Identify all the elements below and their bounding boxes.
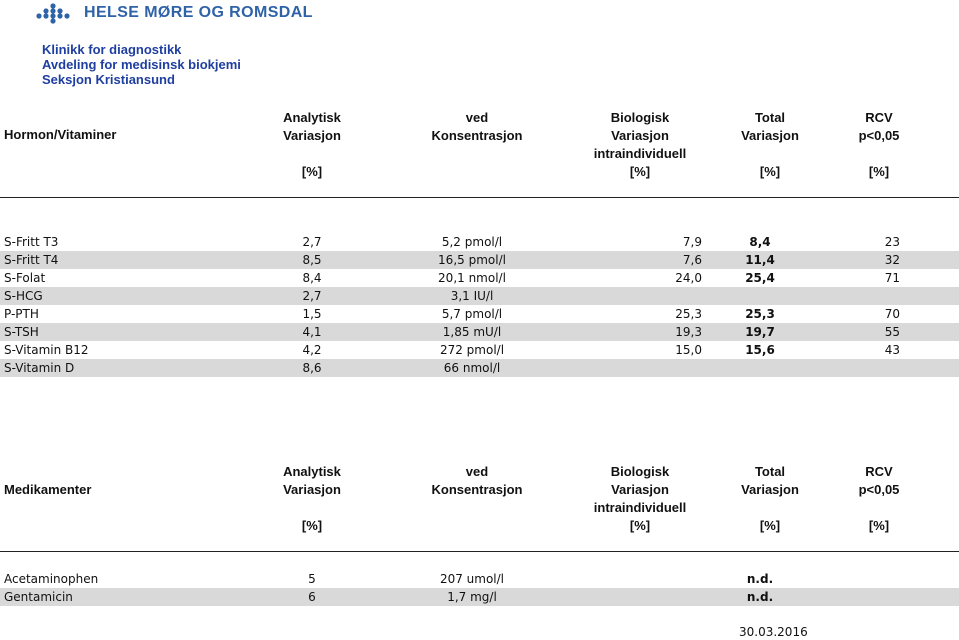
column-header-total: Total Variasjon [%] — [741, 110, 799, 179]
cell-analyte: P-PTH — [4, 307, 39, 321]
table-row — [0, 233, 959, 251]
column-header-biologisk: Biologisk Variasjon intraindividuell [%] — [593, 464, 687, 533]
cell-analyte: S-Vitamin B12 — [4, 343, 89, 357]
cell-konsentrasjon: 272 pmol/l — [439, 343, 505, 357]
column-header-total: Total Variasjon [%] — [741, 464, 799, 533]
cell-biologisk: 24,0 — [675, 271, 702, 285]
header-divider — [0, 197, 959, 198]
cell-analyte: S-Fritt T3 — [4, 235, 59, 249]
logo-text: HELSE MØRE OG ROMSDAL — [84, 4, 313, 21]
table-row — [0, 341, 959, 359]
table-row — [0, 251, 959, 269]
cell-analytisk: 2,7 — [302, 235, 322, 249]
cell-biologisk: 7,9 — [682, 235, 702, 249]
footer-date: 30.03.2016 — [739, 625, 808, 639]
cell-total: 19,7 — [745, 325, 775, 339]
cell-analytisk: 8,4 — [302, 271, 322, 285]
cell-konsentrasjon: 16,5 pmol/l — [438, 253, 506, 267]
cell-konsentrasjon: 207 umol/l — [439, 572, 505, 586]
logo — [36, 3, 313, 25]
cell-konsentrasjon: 1,85 mU/l — [442, 325, 502, 339]
cell-analyte: S-Fritt T4 — [4, 253, 59, 267]
cell-analytisk: 8,5 — [302, 253, 322, 267]
cell-analyte: S-HCG — [4, 289, 43, 303]
department-block — [42, 42, 241, 87]
cell-analytisk: 8,6 — [302, 361, 322, 375]
column-header-biologisk: Biologisk Variasjon intraindividuell [%] — [593, 110, 687, 179]
cell-total: 8,4 — [749, 235, 771, 249]
column-header-analytisk: Analytisk Variasjon [%] — [283, 110, 341, 179]
cell-rcv: 43 — [884, 343, 900, 357]
medical-cross-icon — [36, 3, 70, 25]
cell-biologisk: 7,6 — [682, 253, 702, 267]
cell-analytisk: 2,7 — [302, 289, 322, 303]
cell-total: 25,3 — [745, 307, 775, 321]
cell-konsentrasjon: 5,7 pmol/l — [441, 307, 503, 321]
cell-total: 25,4 — [745, 271, 775, 285]
column-header-analytisk: Analytisk Variasjon [%] — [283, 464, 341, 533]
cell-konsentrasjon: 5,2 pmol/l — [441, 235, 503, 249]
cell-analyte: Gentamicin — [4, 590, 73, 604]
cell-analytisk: 4,2 — [302, 343, 322, 357]
table-row — [0, 269, 959, 287]
cell-analyte: S-TSH — [4, 325, 39, 339]
cell-analytisk: 6 — [308, 590, 316, 604]
department-line: Avdeling for medisinsk biokjemi — [42, 57, 241, 72]
table-row — [0, 359, 959, 377]
cell-total: n.d. — [746, 572, 774, 586]
column-header-konsentrasjon: ved Konsentrasjon — [431, 464, 523, 497]
cell-total: n.d. — [746, 590, 774, 604]
cell-analyte: S-Vitamin D — [4, 361, 75, 375]
cell-rcv: 70 — [884, 307, 900, 321]
cell-biologisk: 25,3 — [675, 307, 702, 321]
cell-konsentrasjon: 20,1 nmol/l — [438, 271, 506, 285]
cell-analytisk: 4,1 — [302, 325, 322, 339]
header-divider — [0, 551, 959, 552]
cell-analyte: S-Folat — [4, 271, 46, 285]
table-row — [0, 305, 959, 323]
department-line: Klinikk for diagnostikk — [42, 42, 182, 57]
cell-konsentrasjon: 3,1 IU/l — [450, 289, 494, 303]
cell-total: 15,6 — [745, 343, 775, 357]
column-header-rcv: RCV p<0,05 [%] — [858, 464, 900, 533]
cell-analytisk: 5 — [308, 572, 316, 586]
cell-biologisk: 15,0 — [675, 343, 702, 357]
cell-konsentrasjon: 66 nmol/l — [443, 361, 501, 375]
cell-analytisk: 1,5 — [302, 307, 322, 321]
cell-rcv: 23 — [884, 235, 900, 249]
table-row — [0, 323, 959, 341]
column-header-rcv: RCV p<0,05 [%] — [858, 110, 900, 179]
department-line: Seksjon Kristiansund — [42, 72, 175, 87]
cell-total: 11,4 — [745, 253, 775, 267]
cell-rcv: 32 — [884, 253, 900, 267]
cell-rcv: 55 — [884, 325, 900, 339]
table-row — [0, 588, 959, 606]
cell-analyte: Acetaminophen — [4, 572, 99, 586]
table-row — [0, 287, 959, 305]
cell-rcv: 71 — [884, 271, 900, 285]
section-title-hormon: Hormon/Vitaminer — [4, 127, 117, 142]
section-title-medikamenter: Medikamenter — [4, 482, 92, 497]
table-row — [0, 570, 959, 588]
cell-konsentrasjon: 1,7 mg/l — [447, 590, 497, 604]
column-header-konsentrasjon: ved Konsentrasjon — [431, 110, 523, 143]
cell-biologisk: 19,3 — [675, 325, 702, 339]
